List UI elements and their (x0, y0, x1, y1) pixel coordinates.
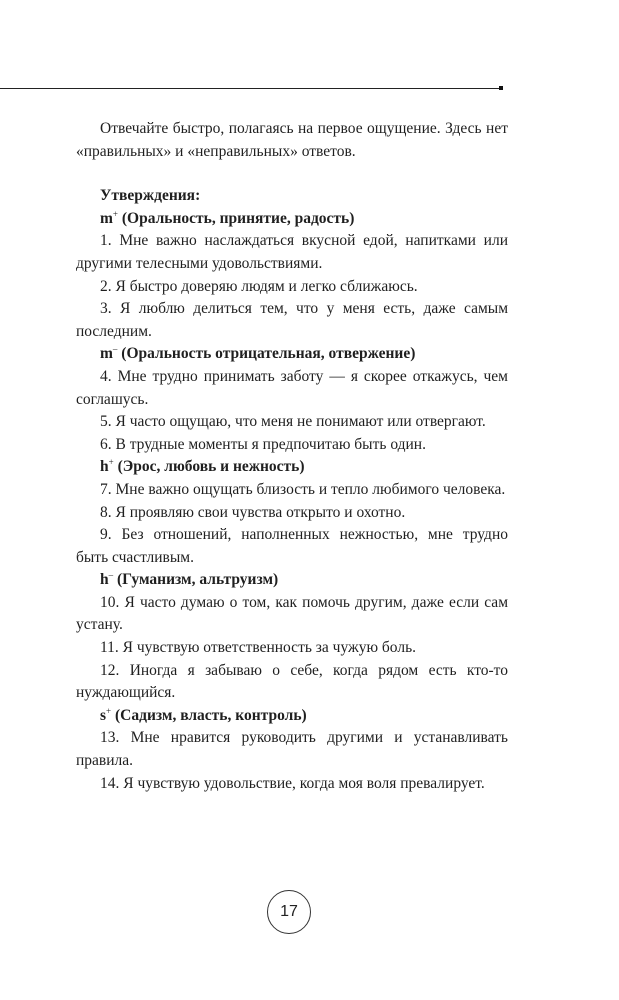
section-letter: s (100, 706, 107, 724)
section-title: (Садизм, власть, контроль) (115, 706, 307, 724)
statement-item: 2. Я быстро доверяю людям и легко сближаюсь. (100, 277, 418, 295)
statement-item: 7. Мне важно ощущать близость и тепло любимого человека. (100, 480, 506, 498)
section-heading (76, 705, 508, 728)
statement-item: 13. Мне нравится руководить другими и устанавливать правила. (76, 729, 508, 770)
section-h-plus (76, 456, 508, 569)
header-rule-end-mark (499, 86, 503, 90)
statement-item: 9. Без отношений, наполненных нежностью, мне трудно быть счастливым. (76, 526, 508, 566)
section-heading (76, 456, 508, 479)
section-s-plus (76, 705, 508, 795)
section-title: (Гуманизм, альтруизм) (117, 571, 279, 589)
section-letter: m (100, 209, 113, 227)
section-m-minus (76, 343, 508, 456)
section-sign: + (112, 208, 118, 219)
section-h-minus (76, 569, 508, 705)
statement-item: 10. Я часто думаю о том, как помочь другим, даже если сам устану. (76, 593, 508, 634)
section-m-plus (76, 208, 508, 344)
section-heading (76, 569, 508, 592)
section-letter: h (100, 458, 109, 476)
statements-heading: Утверждения: (100, 187, 201, 205)
page-number: 17 (267, 890, 311, 934)
header-rule (0, 88, 500, 89)
intro-paragraph: Отвечайте быстро, полагаясь на первое ощущение. Здесь нет «правильных» и «неправильных» ответов. (76, 120, 508, 160)
section-title: (Оральность отрицательная, отвержение) (121, 345, 416, 363)
section-sign: + (108, 457, 114, 468)
section-sign: – (112, 344, 118, 355)
section-title: (Оральность, принятие, радость) (121, 209, 355, 227)
section-heading (76, 343, 508, 366)
statement-item: 3. Я люблю делиться тем, что у меня есть, даже самым последним. (76, 300, 508, 340)
section-letter: h (100, 571, 109, 589)
statement-item: 12. Иногда я забываю о себе, когда рядом есть кто-то нуждающийся. (76, 661, 508, 702)
statement-item: 8. Я проявляю свои чувства открыто и охотно. (100, 503, 406, 521)
section-heading (76, 208, 508, 231)
statement-item: 5. Я часто ощущаю, что меня не понимают или отвергают. (100, 413, 486, 431)
section-sign: + (106, 705, 112, 716)
page-body (76, 118, 508, 795)
paragraph-spacer (76, 163, 508, 185)
statement-item: 6. В трудные моменты я предпочитаю быть один. (100, 435, 426, 453)
section-sign: – (108, 570, 114, 581)
statement-item: 11. Я чувствую ответственность за чужую боль. (100, 639, 417, 657)
section-title: (Эрос, любовь и нежность) (117, 458, 305, 476)
section-letter: m (100, 345, 113, 363)
statement-item: 14. Я чувствую удовольствие, когда моя воля превалирует. (100, 774, 485, 792)
statement-item: 1. Мне важно наслаждаться вкусной едой, напитками или другими телесными удовольствиями. (76, 232, 508, 272)
statement-item: 4. Мне трудно принимать заботу — я скорее откажусь, чем соглашусь. (76, 367, 508, 408)
